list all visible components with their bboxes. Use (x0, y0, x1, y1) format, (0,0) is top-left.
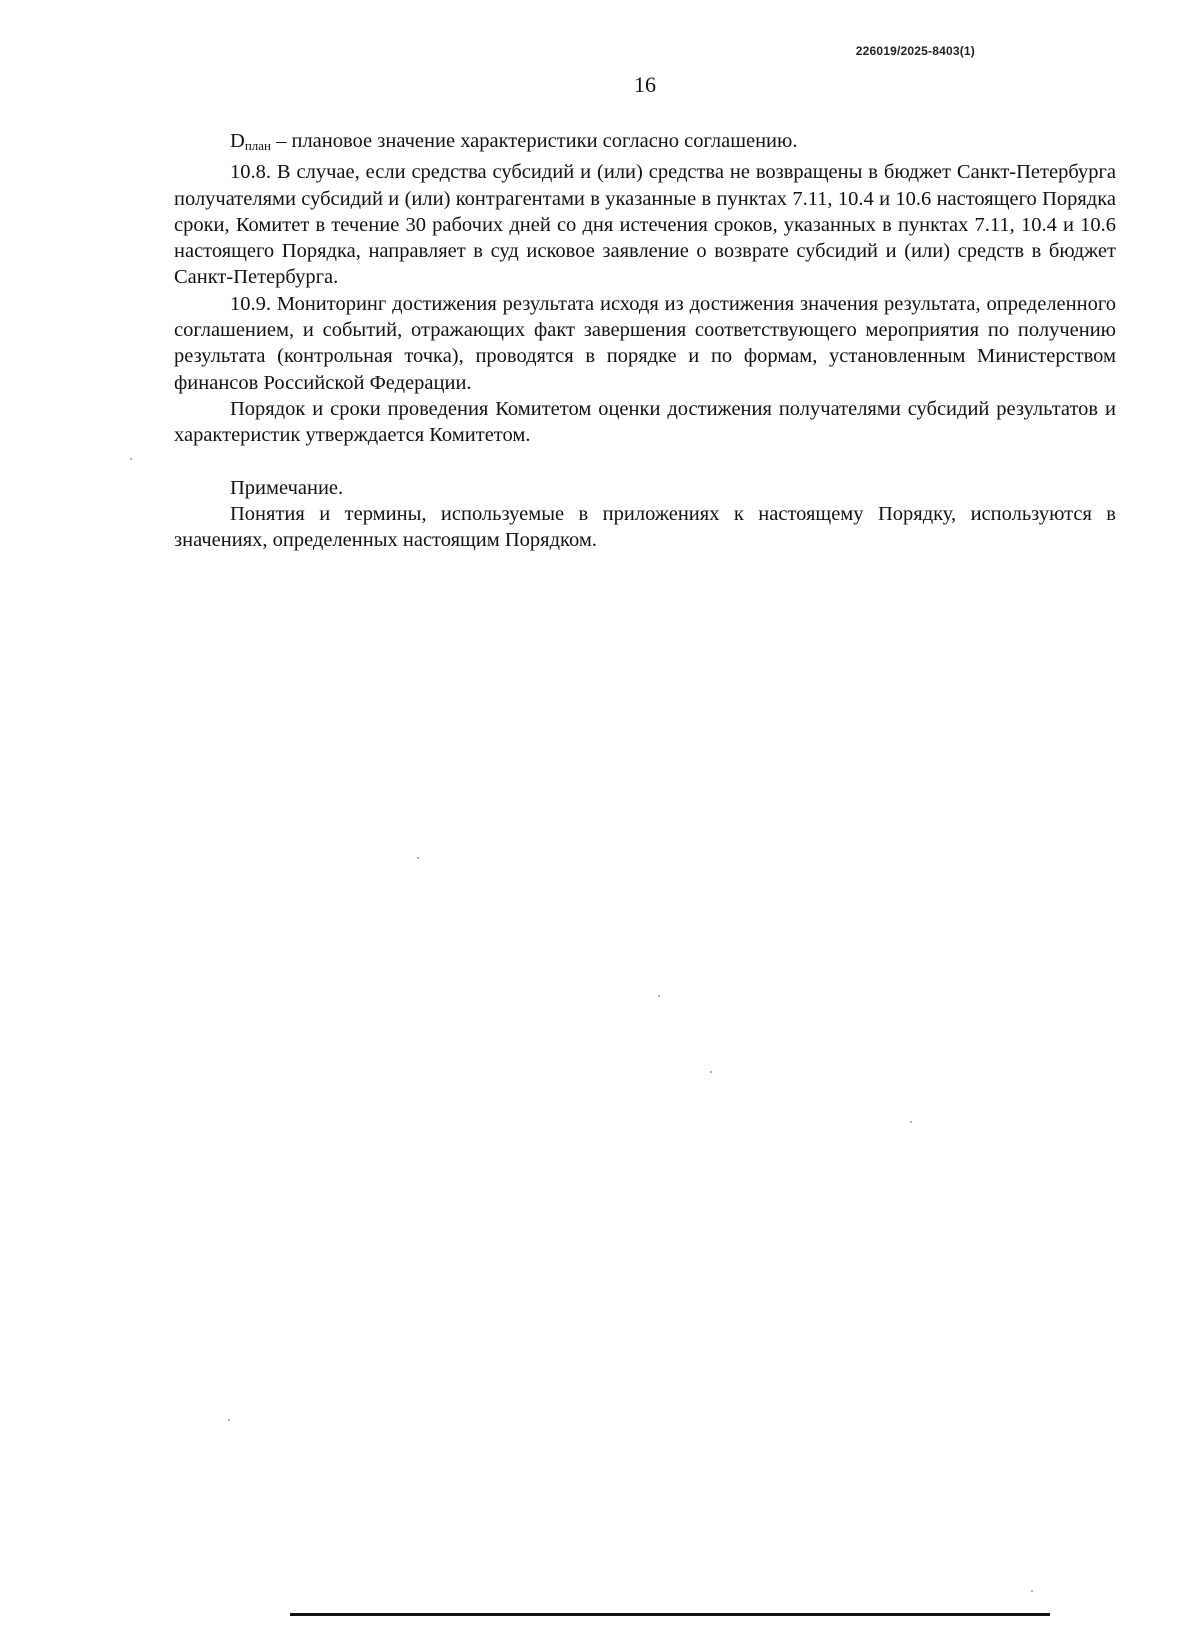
document-body (174, 128, 1116, 553)
scan-speck (1031, 1590, 1033, 1592)
formula-symbol: D (230, 130, 245, 152)
page-number: 16 (634, 72, 656, 97)
formula-subscript: план (244, 138, 271, 153)
paragraph-10-9: 10.9. Мониторинг достижения результата исходя из достижения значения результата, определенного соглашением, и событий, отражающих факт завершения соответствующего мероприятия по получению результата (контрольная точка), проводятся в порядке и по формам, установленным Министерством финансов Российской Федерации. (174, 292, 1116, 394)
formula-description: – плановое значение характеристики согласно соглашению. (270, 130, 798, 152)
paragraph-10-8: 10.8. В случае, если средства субсидий и (или) средства не возвращены в бюджет Санкт-Петербурга получателями субсидий и (или) контрагентами в указанные в пунктах 7.11, 10.4 и 10.6 настоящего Порядка сроки, Комитет в течение 30 рабочих дней со дня истечения сроков, указанных в пунктах 7.11, 10.4 и 10.6 настоящего Порядка, направляет в суд исковое заявление о возврате субсидий и (или) средств в бюджет Санкт-Петербурга. (174, 161, 1116, 289)
scan-speck (710, 1071, 712, 1073)
spacer (174, 449, 1116, 475)
scan-speck (910, 1121, 912, 1123)
note-title: Примечание. (230, 476, 344, 499)
scan-bottom-edge (290, 1613, 1050, 1616)
scan-speck (228, 1419, 230, 1421)
formula-definition (174, 128, 1116, 159)
scan-speck (130, 458, 132, 460)
note-text: Понятия и термины, используемые в приложениях к настоящему Порядку, используются в значениях, определенных настоящим Порядком. (174, 502, 1116, 552)
scan-speck (658, 995, 660, 997)
paragraph-order-and-terms: Порядок и сроки проведения Комитетом оценки достижения получателями субсидий результатов и характеристик утверждается Комитетом. (174, 397, 1116, 447)
scan-speck (417, 857, 419, 859)
document-registration-number: 226019/2025-8403(1) (855, 44, 975, 58)
